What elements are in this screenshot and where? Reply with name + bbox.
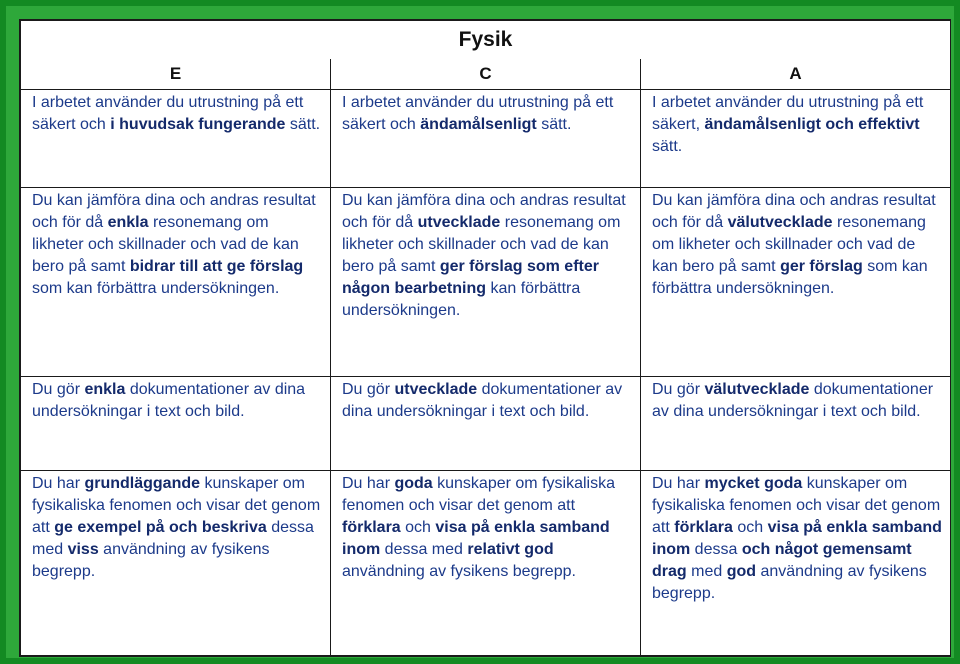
emphasis-text: visa på enkla samband inom bbox=[342, 519, 610, 558]
body-text: kunskaper om fysikaliska fenomen och visar det genom att bbox=[342, 475, 615, 514]
body-text: dessa med bbox=[32, 519, 314, 558]
criteria-text bbox=[652, 188, 944, 300]
emphasis-text: god bbox=[726, 563, 757, 580]
emphasis-text: visa på enkla samband inom bbox=[652, 519, 942, 558]
body-text: som kan förbättra undersökningen. bbox=[652, 258, 928, 297]
body-text: Du har bbox=[32, 475, 85, 492]
grading-sheet bbox=[19, 19, 951, 657]
body-text: användning av fysikens begrepp. bbox=[342, 563, 576, 580]
body-text: Du gör bbox=[342, 381, 395, 398]
body-text: och bbox=[732, 519, 768, 536]
body-text: användning av fysikens begrepp. bbox=[32, 541, 270, 580]
criteria-cell-c bbox=[331, 471, 641, 656]
emphasis-text: välutvecklade bbox=[704, 381, 810, 398]
criteria-cell-e bbox=[21, 188, 331, 377]
emphasis-text: enkla bbox=[107, 214, 149, 231]
criteria-text bbox=[32, 90, 324, 136]
body-text: resonemang om likheter och skillnader och vad de kan bero på samt bbox=[32, 214, 299, 275]
body-text: sätt. bbox=[285, 116, 321, 133]
grading-table bbox=[20, 20, 951, 656]
emphasis-text: ger förslag som efter någon bearbetning bbox=[342, 258, 599, 297]
criteria-row-comparison bbox=[21, 188, 951, 377]
criteria-row-equipment bbox=[21, 90, 951, 188]
emphasis-text: goda bbox=[394, 475, 433, 492]
body-text: kan förbättra undersökningen. bbox=[342, 280, 581, 319]
criteria-row-documentation bbox=[21, 377, 951, 471]
body-text: I arbetet använder du utrustning på ett säkert, bbox=[652, 94, 924, 133]
body-text: dessa med bbox=[380, 541, 468, 558]
criteria-text bbox=[652, 471, 944, 605]
grade-e-header: E bbox=[21, 59, 331, 90]
grade-c-header: C bbox=[331, 59, 641, 90]
criteria-text bbox=[342, 188, 634, 322]
emphasis-text: förklara bbox=[342, 519, 401, 536]
body-text: dokumentationer av dina undersökningar i text och bild. bbox=[342, 381, 623, 420]
criteria-text bbox=[342, 90, 634, 136]
criteria-cell-c bbox=[331, 377, 641, 471]
body-text: dokumentationer av dina undersökningar i text och bild. bbox=[652, 381, 934, 420]
criteria-cell-e bbox=[21, 377, 331, 471]
body-text: kunskaper om fysikaliska fenomen och visar det genom att bbox=[32, 475, 321, 536]
body-text: Du kan jämföra dina och andras resultat och för då bbox=[652, 192, 936, 231]
body-text: som kan förbättra undersökningen. bbox=[32, 280, 280, 297]
emphasis-text: i huvudsak fungerande bbox=[110, 116, 286, 133]
body-text: sätt. bbox=[652, 138, 683, 155]
criteria-cell-a bbox=[641, 471, 951, 656]
body-text: resonemang om likheter och skillnader och vad de kan bero på samt bbox=[652, 214, 926, 275]
emphasis-text: enkla bbox=[84, 381, 126, 398]
emphasis-text: bidrar till att ge förslag bbox=[129, 258, 304, 275]
criteria-row-knowledge bbox=[21, 471, 951, 656]
body-text: Du har bbox=[652, 475, 705, 492]
emphasis-text: ändamålsenligt och effektivt bbox=[704, 116, 920, 133]
grade-a-header: A bbox=[641, 59, 951, 90]
criteria-cell-c bbox=[331, 188, 641, 377]
emphasis-text: välutvecklade bbox=[727, 214, 833, 231]
body-text: sätt. bbox=[536, 116, 572, 133]
body-text: dokumentationer av dina undersökningar i text och bild. bbox=[32, 381, 306, 420]
body-text: dessa bbox=[690, 541, 742, 558]
emphasis-text: ger förslag bbox=[780, 258, 863, 275]
emphasis-text: utvecklade bbox=[394, 381, 478, 398]
emphasis-text: och något gemensamt drag bbox=[652, 541, 912, 580]
criteria-cell-a bbox=[641, 377, 951, 471]
body-text: och bbox=[400, 519, 436, 536]
criteria-text bbox=[32, 188, 324, 300]
body-text: Du har bbox=[342, 475, 395, 492]
emphasis-text: ge exempel på och beskriva bbox=[54, 519, 267, 536]
body-text: med bbox=[686, 563, 727, 580]
emphasis-text: relativt god bbox=[467, 541, 554, 558]
emphasis-text: ändamålsenligt bbox=[420, 116, 537, 133]
criteria-cell-c bbox=[331, 90, 641, 188]
criteria-cell-e bbox=[21, 471, 331, 656]
criteria-text bbox=[32, 471, 324, 583]
criteria-cell-a bbox=[641, 90, 951, 188]
body-text: I arbetet använder du utrustning på ett säkert och bbox=[342, 94, 614, 133]
body-text: Du kan jämföra dina och andras resultat och för då bbox=[32, 192, 316, 231]
body-text: kunskaper om fysikaliska fenomen och visar det genom att bbox=[652, 475, 941, 536]
criteria-text bbox=[652, 90, 944, 158]
emphasis-text: förklara bbox=[674, 519, 733, 536]
body-text: I arbetet använder du utrustning på ett säkert och bbox=[32, 94, 304, 133]
body-text: resonemang om likheter och skillnader och vad de kan bero på samt bbox=[342, 214, 621, 275]
emphasis-text: mycket goda bbox=[704, 475, 803, 492]
criteria-text bbox=[32, 377, 324, 423]
criteria-cell-a bbox=[641, 188, 951, 377]
body-text: Du gör bbox=[32, 381, 85, 398]
page-title: Fysik bbox=[21, 21, 951, 60]
criteria-text bbox=[652, 377, 944, 423]
criteria-text bbox=[342, 471, 634, 583]
body-text: användning av fysikens begrepp. bbox=[652, 563, 927, 602]
emphasis-text: utvecklade bbox=[417, 214, 501, 231]
body-text: Du kan jämföra dina och andras resultat och för då bbox=[342, 192, 626, 231]
criteria-text bbox=[342, 377, 634, 423]
emphasis-text: viss bbox=[67, 541, 99, 558]
body-text: Du gör bbox=[652, 381, 705, 398]
criteria-cell-e bbox=[21, 90, 331, 188]
emphasis-text: grundläggande bbox=[84, 475, 201, 492]
